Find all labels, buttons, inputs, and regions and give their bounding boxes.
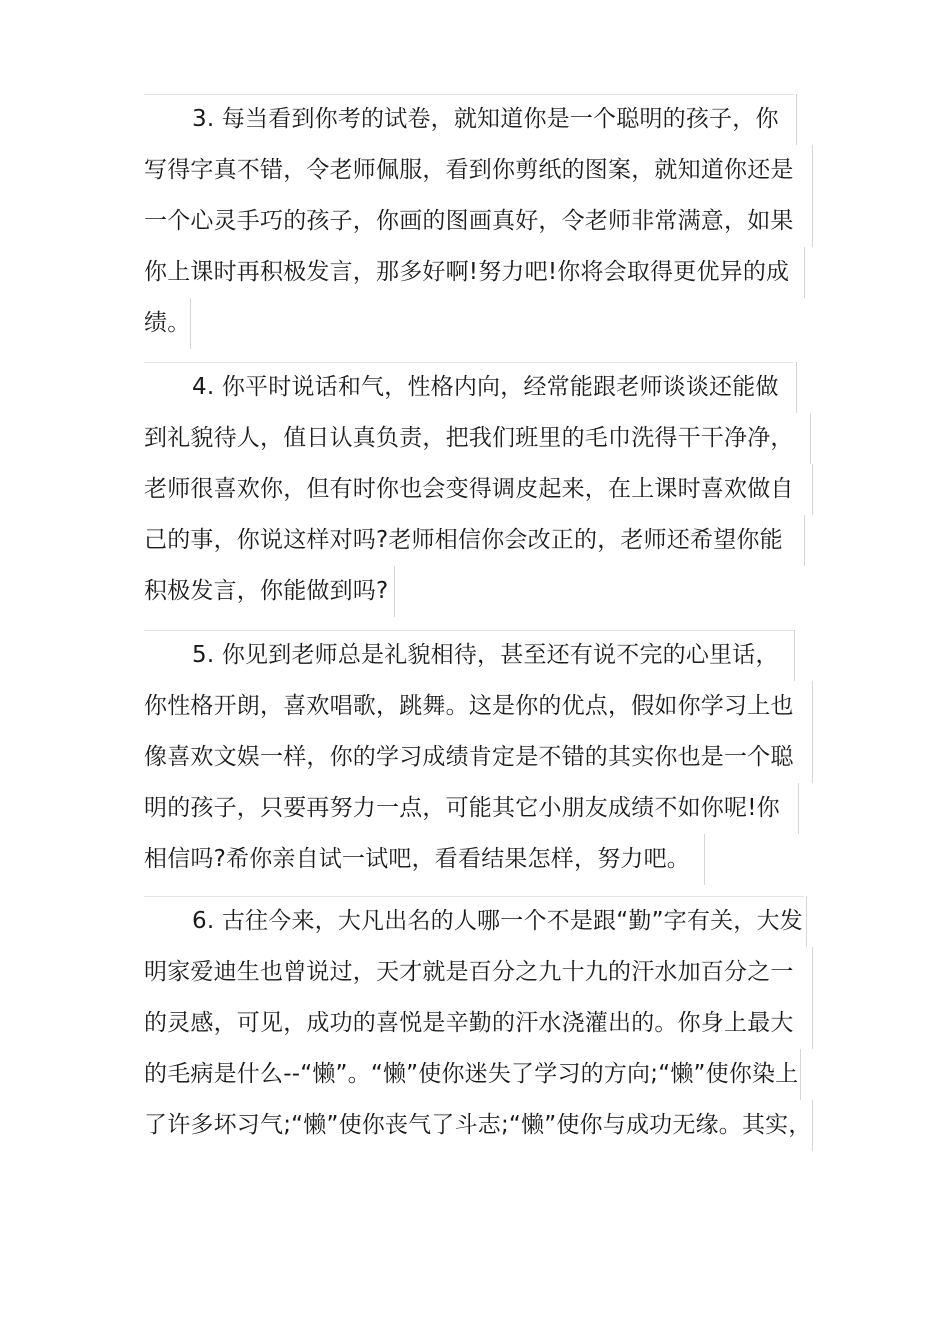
paragraph-line <box>144 732 814 783</box>
line-text: 一个心灵手巧的孩子，你画的图画真好，令老师非常满意，如果 <box>144 208 794 234</box>
paragraph-line <box>144 1049 814 1100</box>
line-text: 了许多坏习气;“懒”使你丧气了斗志;“懒”使你与成功无缘。其实， <box>144 1112 812 1138</box>
paragraph-line <box>144 362 814 413</box>
text-box-edge <box>800 1049 801 1100</box>
line-text: 你性格开朗，喜欢唱歌，跳舞。这是你的优点，假如你学习上也 <box>144 693 794 719</box>
paragraph-line <box>144 145 814 196</box>
paragraph-line <box>144 947 814 998</box>
paragraph-4 <box>144 362 814 617</box>
text-box-edge <box>804 515 805 566</box>
text-box-edge <box>812 998 813 1049</box>
text-box-edge <box>812 145 813 196</box>
paragraph-line <box>144 1100 814 1151</box>
text-box-edge <box>810 413 811 464</box>
line-text: 的灵感，可见，成功的喜悦是辛勤的汗水浇灌出的。你身上最大 <box>144 1010 794 1036</box>
paragraph-line <box>144 413 814 464</box>
line-text: 写得字真不错，令老师佩服，看到你剪纸的图案，就知道你还是 <box>144 157 794 183</box>
paragraph-line <box>144 896 814 947</box>
line-text: 像喜欢文娱一样，你的学习成绩肯定是不错的其实你也是一个聪 <box>144 744 794 770</box>
paragraph-line <box>144 681 814 732</box>
line-text: 积极发言，你能做到吗? <box>144 578 389 604</box>
line-text: 绩。 <box>144 310 191 336</box>
paragraph-line <box>144 464 814 515</box>
text-box-edge <box>806 896 807 947</box>
line-text: 你上课时再积极发言，那多好啊!努力吧!你将会取得更优异的成 <box>144 259 790 285</box>
paragraph-line <box>144 630 814 681</box>
paragraph-line <box>144 298 814 349</box>
paragraph-5 <box>144 630 814 885</box>
line-text: 5. 你见到老师总是礼貌相待，甚至还有说不完的心里话， <box>192 642 779 668</box>
line-text: 相信吗?希你亲自试一试吧，看看结果怎样，努力吧。 <box>144 846 691 872</box>
line-text: 明家爱迪生也曾说过，天才就是百分之九十九的汗水加百分之一 <box>144 959 794 985</box>
line-text: 4. 你平时说话和气，性格内向，经常能跟老师谈谈还能做 <box>192 374 779 400</box>
line-text: 老师很喜欢你，但有时你也会变得调皮起来，在上课时喜欢做自 <box>144 476 794 502</box>
text-box-edge <box>812 732 813 783</box>
text-box-edge <box>798 783 799 834</box>
line-text: 己的事，你说这样对吗?老师相信你会改正的，老师还希望你能 <box>144 527 783 553</box>
paragraph-3 <box>144 94 814 349</box>
text-box-edge <box>804 247 805 298</box>
line-text: 6. 古往今来，大凡出名的人哪一个不是跟“勤”字有关，大发 <box>192 908 803 934</box>
text-box-edge <box>812 464 813 515</box>
text-box-edge <box>812 947 813 998</box>
text-box-edge <box>704 834 705 885</box>
line-text: 明的孩子，只要再努力一点，可能其它小朋友成绩不如你呢!你 <box>144 795 780 821</box>
text-box-edge <box>190 298 191 349</box>
line-text: 的毛病是什么--“懒”。“懒”使你迷失了学习的方向;“懒”使你染上 <box>144 1061 799 1087</box>
text-box-edge <box>812 1100 813 1151</box>
paragraph-line <box>144 94 814 145</box>
paragraph-6 <box>144 896 814 1151</box>
paragraph-line <box>144 247 814 298</box>
paragraph-line <box>144 196 814 247</box>
line-text: 3. 每当看到你考的试卷，就知道你是一个聪明的孩子，你 <box>192 106 779 132</box>
text-box-edge <box>812 196 813 247</box>
line-text: 到礼貌待人，值日认真负责，把我们班里的毛巾洗得干干净净， <box>144 425 794 451</box>
paragraph-line <box>144 834 814 885</box>
text-box-edge <box>794 630 795 681</box>
text-box-edge <box>796 362 797 413</box>
paragraph-line <box>144 566 814 617</box>
text-box-edge <box>796 94 797 145</box>
text-box-edge <box>394 566 395 617</box>
paragraph-line <box>144 998 814 1049</box>
text-box-edge <box>812 681 813 732</box>
paragraph-line <box>144 783 814 834</box>
paragraph-line <box>144 515 814 566</box>
